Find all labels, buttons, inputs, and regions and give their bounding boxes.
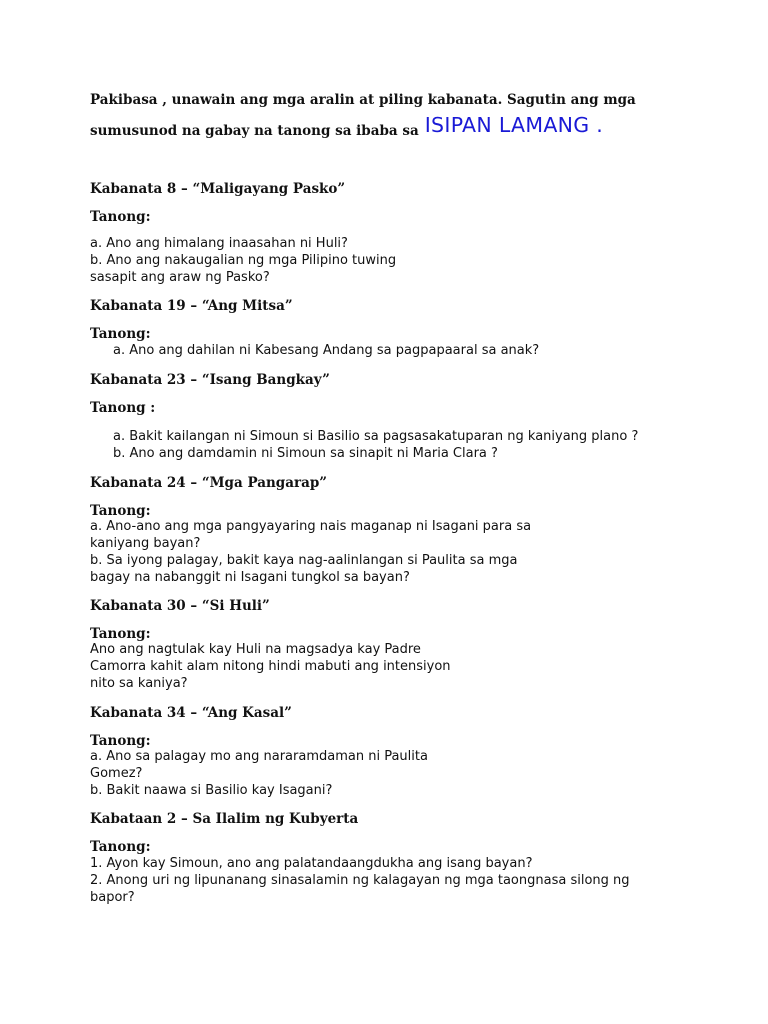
question-line: nito sa kaniya?: [90, 676, 188, 691]
question-line: bapor?: [90, 890, 135, 905]
question-line: a. Bakit kailangan ni Simoun si Basilio sa pagsasakatuparan ng kaniyang plano ?: [113, 429, 639, 444]
question-line: 1. Ayon kay Simoun, ano ang palatandaangdukha ang isang bayan?: [90, 856, 533, 871]
instructions-line-2-text: sumusunod na gabay na tanong sa ibaba sa: [90, 123, 419, 139]
question-line: Gomez?: [90, 766, 143, 781]
section-heading-kabanata-34: Kabanata 34 – “Ang Kasal”: [90, 705, 292, 721]
question-line: sasapit ang araw ng Pasko?: [90, 270, 270, 285]
question-line: kaniyang bayan?: [90, 536, 201, 551]
question-line: a. Ano ang dahilan ni Kabesang Andang sa pagpapaaral sa anak?: [113, 343, 540, 358]
question-label: Tanong:: [90, 326, 151, 342]
question-line: b. Sa iyong palagay, bakit kaya nag-aalinlangan si Paulita sa mga: [90, 553, 518, 568]
question-line: b. Ano ang nakaugalian ng mga Pilipino tuwing: [90, 253, 397, 268]
question-label: Tanong:: [90, 839, 151, 855]
question-label: Tanong:: [90, 733, 151, 749]
instructions-line-2: [90, 113, 604, 140]
question-label: Tanong:: [90, 626, 151, 642]
question-line: Ano ang nagtulak kay Huli na magsadya kay Padre: [90, 642, 421, 657]
question-line: bagay na nabanggit ni Isagani tungkol sa bayan?: [90, 570, 410, 585]
section-heading-kabanata-23: Kabanata 23 – “Isang Bangkay”: [90, 372, 330, 388]
question-line: a. Ano sa palagay mo ang nararamdaman ni Paulita: [90, 749, 428, 764]
question-label: Tanong:: [90, 503, 151, 519]
section-heading-kabanata-24: Kabanata 24 – “Mga Pangarap”: [90, 475, 328, 491]
isipan-lamang-emphasis: ISIPAN LAMANG .: [424, 113, 604, 137]
section-heading-kabanata-19: Kabanata 19 – “Ang Mitsa”: [90, 298, 293, 314]
section-heading-kabataan-2: Kabataan 2 – Sa Ilalim ng Kubyerta: [90, 811, 359, 827]
instructions-line-1: Pakibasa , unawain ang mga aralin at piling kabanata. Sagutin ang mga: [90, 92, 636, 108]
question-line: Camorra kahit alam nitong hindi mabuti ang intensiyon: [90, 659, 451, 674]
question-line: a. Ano-ano ang mga pangyayaring nais maganap ni Isagani para sa: [90, 519, 532, 534]
section-heading-kabanata-8: Kabanata 8 – “Maligayang Pasko”: [90, 181, 346, 197]
question-label: Tanong :: [90, 400, 156, 416]
question-line: a. Ano ang himalang inaasahan ni Huli?: [90, 236, 348, 251]
question-label: Tanong:: [90, 209, 151, 225]
section-heading-kabanata-30: Kabanata 30 – “Si Huli”: [90, 598, 270, 614]
question-line: b. Ano ang damdamin ni Simoun sa sinapit ni Maria Clara ?: [113, 446, 498, 461]
question-line: 2. Anong uri ng lipunanang sinasalamin ng kalagayan ng mga taongnasa silong ng: [90, 873, 630, 888]
question-line: b. Bakit naawa si Basilio kay Isagani?: [90, 783, 333, 798]
